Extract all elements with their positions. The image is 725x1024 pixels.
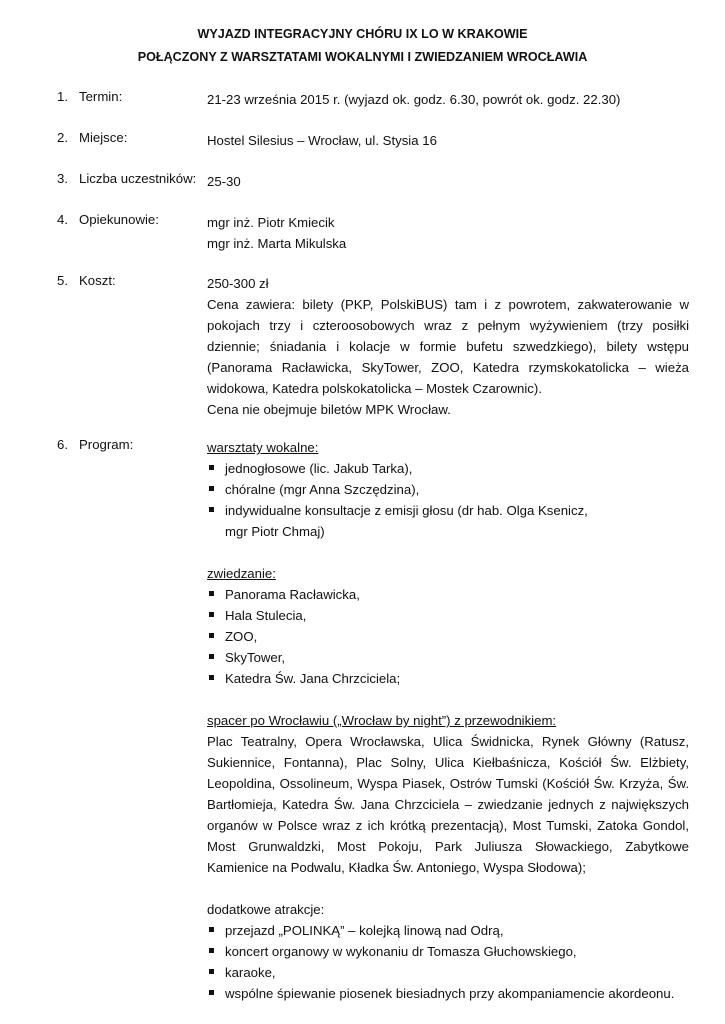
opiekun-2: mgr inż. Marta Mikulska (207, 236, 347, 251)
list-item: indywidualne konsultacje z emisji głosu (dr hab. Olga Ksenicz, (207, 500, 689, 521)
walk-heading: spacer po Wrocławiu („Wrocław by night”) z przewodnikiem: (207, 713, 557, 728)
miejsce-value: Hostel Silesius – Wrocław, ul. Stysia 16 (207, 133, 437, 148)
item-number: 5. (57, 273, 68, 288)
list-item: Katedra Św. Jana Chrzciciela; (207, 668, 689, 689)
program-content (207, 437, 689, 1004)
document-title-line-1: WYJAZD INTEGRACYJNY CHÓRU IX LO W KRAKOWIE (197, 27, 528, 41)
liczba-uczestnikow-value: 25-30 (207, 174, 241, 189)
list-item: SkyTower, (207, 647, 689, 668)
list-item: Hala Stulecia, (207, 605, 689, 626)
opiekun-1: mgr inż. Piotr Kmiecik (207, 215, 335, 230)
item-label-koszt: Koszt: (79, 273, 116, 288)
workshops-heading: warsztaty wokalne: (207, 440, 319, 455)
koszt-price: 250-300 zł (207, 276, 269, 291)
list-item: jednogłosowe (lic. Jakub Tarka), (207, 458, 689, 479)
item-label-miejsce: Miejsce: (79, 130, 128, 145)
koszt-excludes: Cena nie obejmuje biletów MPK Wrocław. (207, 402, 451, 417)
workshops-continuation: mgr Piotr Chmaj) (225, 524, 325, 539)
item-number: 3. (57, 171, 68, 186)
item-label-liczba-uczestnikow: Liczba uczestników: (79, 171, 197, 186)
item-label-termin: Termin: (79, 89, 123, 104)
document-title-line-2: POŁĄCZONY Z WARSZTATAMI WOKALNYMI I ZWIEDZANIEM WROCŁAWIA (137, 50, 588, 64)
workshops-list (207, 458, 689, 521)
item-number: 1. (57, 89, 68, 104)
extras-heading: dodatkowe atrakcje: (207, 902, 325, 917)
list-item: Panorama Racławicka, (207, 584, 689, 605)
walk-text: Plac Teatralny, Opera Wrocławska, Ulica Świdnicka, Rynek Główny (Ratusz, Sukiennice, Fontanna), Plac Solny, Ulica Kiełbaśnicza, Kościół Św. Elżbiety, Leopoldina, Ossolineum, Wyspa Piasek, Ostrów Tumski (Kościół Św. Krzyża, Św. Bartłomieja, Katedra Św. Jana Chrzciciela – zwiedzanie jednych z największych organów w Polsce wraz z ich krótką prezentacją), Most Tumski, Zatoka Gondol, Most Grunwaldzki, Most Pokoju, Park Juliusza Słowackiego, Zabytkowe Kamienice na Podwalu, Kładka Św. Antoniego, Wyspa Słodowa); (207, 734, 689, 875)
item-number: 6. (57, 437, 68, 452)
list-item: wspólne śpiewanie piosenek biesiadnych przy akompaniamencie akordeonu. (207, 983, 689, 1004)
list-item: przejazd „POLINKĄ” – kolejką linową nad Odrą, (207, 920, 689, 941)
item-number: 2. (57, 130, 68, 145)
list-item: ZOO, (207, 626, 689, 647)
item-label-opiekunowie: Opiekunowie: (79, 212, 159, 227)
item-label-program: Program: (79, 437, 134, 452)
list-item: chóralne (mgr Anna Szczędzina), (207, 479, 689, 500)
extras-list (207, 920, 689, 1004)
termin-value: 21-23 września 2015 r. (wyjazd ok. godz. 6.30, powrót ok. godz. 22.30) (207, 92, 621, 107)
sightseeing-list (207, 584, 689, 689)
list-item: koncert organowy w wykonaniu dr Tomasza Głuchowskiego, (207, 941, 689, 962)
sightseeing-heading: zwiedzanie: (207, 566, 276, 581)
item-number: 4. (57, 212, 68, 227)
koszt-includes: Cena zawiera: bilety (PKP, PolskiBUS) tam i z powrotem, zakwaterowanie w pokojach trzy i czteroosobowych wraz z pełnym wyżywieniem (trzy posiłki dziennie; śniadania i kolacje w formie bufetu szwedzkiego), bilety wstępu (Panorama Racławicka, SkyTower, ZOO, Katedra rzymskokatolicka – wieża widokowa, Katedra polskokatolicka – Mostek Czarownic). (207, 297, 689, 396)
list-item: karaoke, (207, 962, 689, 983)
